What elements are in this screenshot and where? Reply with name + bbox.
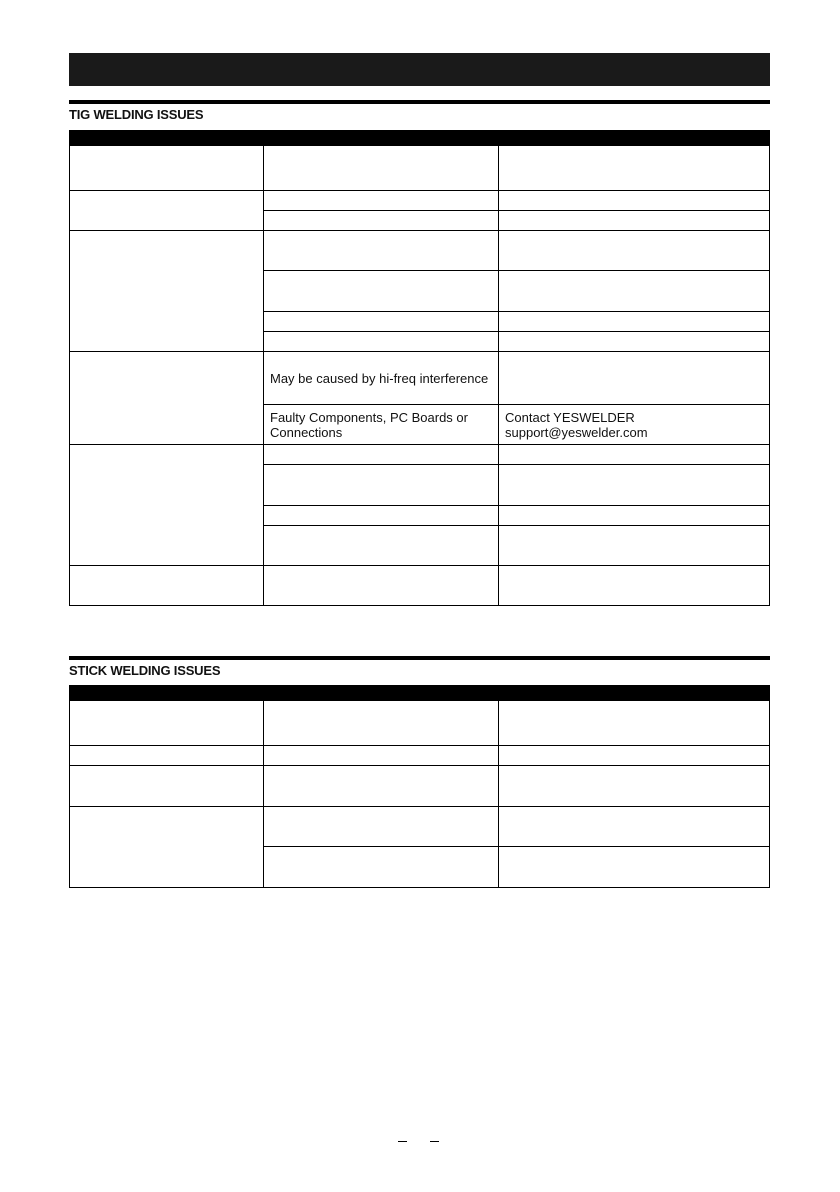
- tig-section-rule: [69, 100, 770, 104]
- cause-cell: [264, 701, 499, 746]
- stick-section-title: STICK WELDING ISSUES: [69, 663, 221, 678]
- cause-cell: [264, 271, 499, 312]
- table-row: [70, 352, 770, 405]
- cause-cell: [264, 807, 499, 847]
- cause-cell: May be caused by hi-freq interference: [264, 352, 499, 405]
- solution-cell: [499, 746, 770, 766]
- problem-cell: [70, 445, 264, 566]
- table-row: [70, 766, 770, 807]
- tig-issues-table: [69, 130, 770, 606]
- page-number-marks: [398, 1141, 448, 1145]
- solution-cell: [499, 566, 770, 606]
- table-row: [70, 445, 770, 465]
- stick-section-rule: [69, 656, 770, 660]
- solution-cell: [499, 191, 770, 211]
- table-header-row: [70, 131, 770, 146]
- stick-issues-table: [69, 685, 770, 888]
- solution-cell: [499, 146, 770, 191]
- cause-cell: Faulty Components, PC Boards or Connections: [264, 405, 499, 445]
- cause-cell: [264, 526, 499, 566]
- solution-cell: [499, 231, 770, 271]
- solution-cell: [499, 506, 770, 526]
- solution-cell: [499, 271, 770, 312]
- problem-cell: [70, 352, 264, 445]
- solution-cell: [499, 332, 770, 352]
- problem-cell: [70, 807, 264, 888]
- cause-cell: [264, 465, 499, 506]
- problem-cell: [70, 766, 264, 807]
- solution-cell: [499, 445, 770, 465]
- table-header-row: [70, 686, 770, 701]
- cause-cell: [264, 746, 499, 766]
- problem-cell: [70, 231, 264, 352]
- table-row: [70, 807, 770, 847]
- solution-cell: [499, 847, 770, 888]
- solution-cell: [499, 766, 770, 807]
- cause-cell: [264, 332, 499, 352]
- solution-cell: Contact YESWELDER support@yeswelder.com: [499, 405, 770, 445]
- solution-cell: [499, 701, 770, 746]
- cause-cell: [264, 445, 499, 465]
- table-row: [70, 231, 770, 271]
- problem-cell: [70, 746, 264, 766]
- problem-cell: [70, 146, 264, 191]
- solution-cell: [499, 807, 770, 847]
- cause-cell: [264, 766, 499, 807]
- table-row: [70, 701, 770, 746]
- solution-cell: [499, 352, 770, 405]
- cause-cell: [264, 231, 499, 271]
- tig-section-title: TIG WELDING ISSUES: [69, 107, 204, 122]
- table-row: [70, 191, 770, 211]
- solution-cell: [499, 526, 770, 566]
- cause-cell: [264, 312, 499, 332]
- problem-cell: [70, 566, 264, 606]
- cause-cell: [264, 191, 499, 211]
- page-mark-left: [398, 1141, 407, 1142]
- table-row: [70, 746, 770, 766]
- cause-cell: [264, 211, 499, 231]
- header-bar: [69, 53, 770, 86]
- cause-cell: [264, 506, 499, 526]
- solution-cell: [499, 211, 770, 231]
- problem-cell: [70, 701, 264, 746]
- table-row: [70, 566, 770, 606]
- table-row: [70, 146, 770, 191]
- problem-cell: [70, 191, 264, 231]
- page-mark-right: [430, 1141, 439, 1142]
- cause-cell: [264, 566, 499, 606]
- solution-cell: [499, 465, 770, 506]
- cause-cell: [264, 146, 499, 191]
- cause-cell: [264, 847, 499, 888]
- solution-cell: [499, 312, 770, 332]
